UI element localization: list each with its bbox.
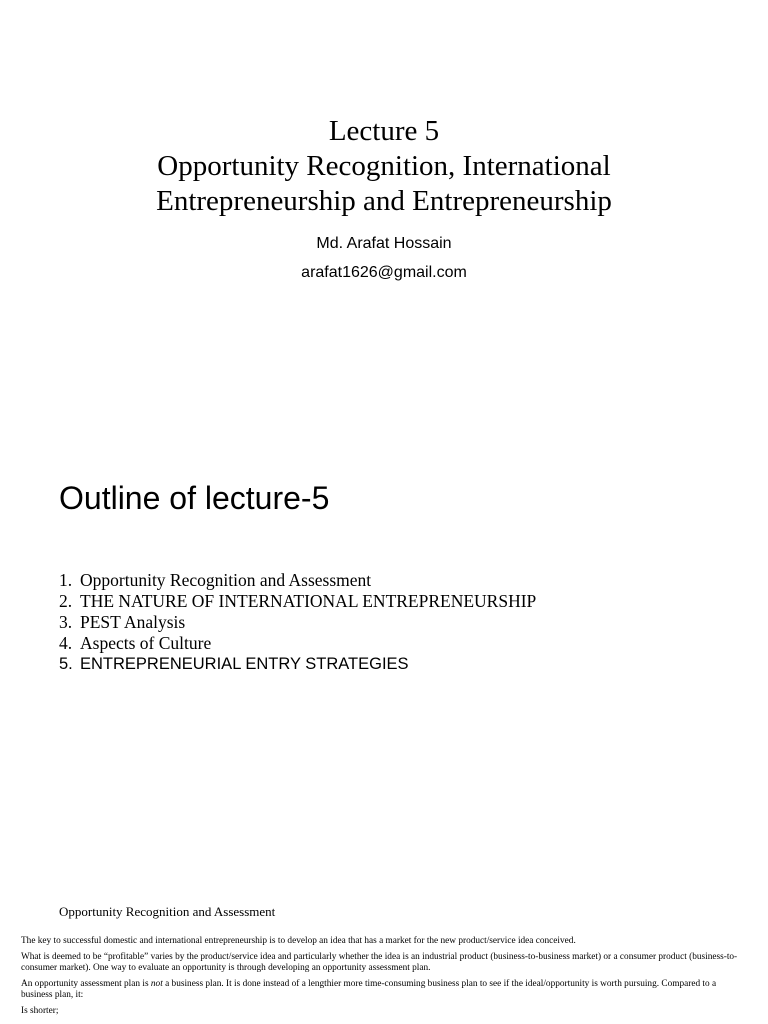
- emphasis-text: not: [150, 979, 163, 989]
- paragraph: The key to successful domestic and international entrepreneurship is to develop an idea that has a market for the new product/service idea conceived.: [21, 936, 576, 946]
- outline-list: [59, 570, 536, 675]
- outline-item: [59, 612, 536, 633]
- outline-item-text: THE NATURE OF INTERNATIONAL ENTREPRENEURSHIP: [80, 591, 537, 611]
- paragraph: What is deemed to be “profitable” varies by the product/service idea and particularly whether the idea is an industrial product (business-to-business market) or a consumer product (business-to-consumer market). One way to evaluate an opportunity is through developing an opportunity assessment plan.: [21, 952, 738, 973]
- title-slide: [0, 0, 768, 440]
- outline-item: [59, 591, 536, 612]
- lecture-title: [0, 114, 768, 219]
- author-name: Md. Arafat Hossain: [316, 235, 452, 252]
- outline-item-number: 4.: [59, 633, 73, 653]
- title-line-1: Opportunity Recognition, International: [157, 150, 611, 182]
- outline-item-number: 2.: [59, 591, 73, 611]
- outline-item-text: ENTREPRENEURIAL ENTRY STRATEGIES: [80, 655, 409, 673]
- outline-item-text: PEST Analysis: [80, 612, 186, 632]
- paragraph-text: An opportunity assessment plan is: [21, 979, 151, 989]
- outline-item-number: 1.: [59, 570, 73, 590]
- author-email: arafat1626@gmail.com: [301, 264, 467, 281]
- outline-item: [59, 633, 536, 654]
- text-slide-heading: Opportunity Recognition and Assessment: [59, 904, 276, 919]
- text-slide: [0, 880, 768, 1024]
- outline-item-text: Opportunity Recognition and Assessment: [80, 570, 372, 590]
- outline-item-number: 3.: [59, 612, 73, 632]
- paragraph: [21, 979, 747, 1001]
- outline-slide: [0, 440, 768, 880]
- paragraph-text: a business plan. It is done instead of a lengthier more time-consuming business plan to see if the ideal/opportunity is worth pursuing. Compared to a business plan, it:: [21, 979, 717, 1000]
- text-slide-body: [21, 936, 747, 1022]
- outline-item-text: Aspects of Culture: [80, 633, 212, 653]
- title-line-2: Entrepreneurship and Entrepreneurship: [156, 185, 612, 217]
- outline-heading: Outline of lecture-5: [59, 480, 330, 516]
- author-info: [0, 229, 768, 287]
- outline-item: [59, 654, 536, 675]
- outline-item: [59, 570, 536, 591]
- paragraph: Is shorter;: [21, 1006, 59, 1016]
- outline-item-number: 5.: [59, 655, 73, 673]
- lecture-number: Lecture 5: [328, 115, 440, 147]
